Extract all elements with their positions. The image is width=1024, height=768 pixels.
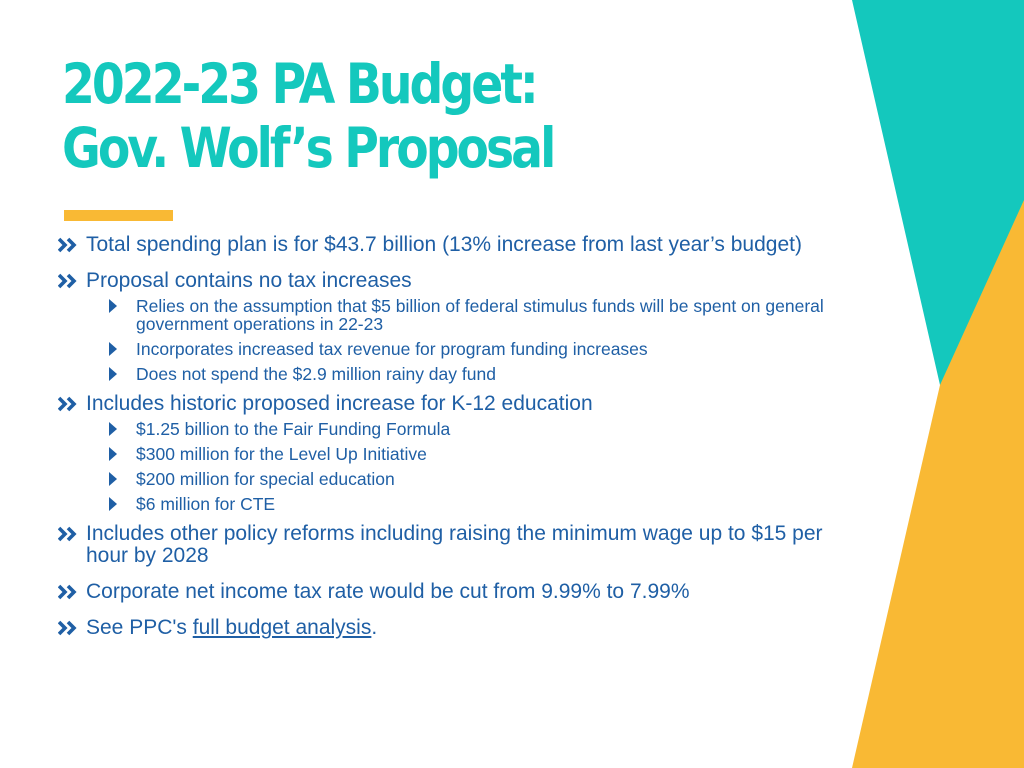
slide-title — [62, 52, 553, 180]
sub-bullet-item: $200 million for special education — [136, 470, 858, 488]
bullet-prefix-text: See PPC's — [86, 616, 193, 639]
triangle-bullet-icon — [109, 299, 118, 313]
double-chevron-icon — [58, 396, 80, 412]
double-chevron-icon — [58, 273, 80, 289]
bullet-item: Corporate net income tax rate would be cut from 9.99% to 7.99% — [58, 581, 858, 603]
triangle-bullet-icon — [109, 497, 118, 511]
sub-bullet-item: Relies on the assumption that $5 billion of federal stimulus funds will be spent on general government operations in 22-23 — [136, 297, 858, 333]
bullet-suffix-text: . — [371, 616, 378, 639]
double-chevron-icon — [58, 620, 80, 636]
sub-bullet-item: $300 million for the Level Up Initiative — [136, 445, 858, 463]
teal-stripe — [852, 0, 1024, 768]
sub-bullet-item: $1.25 billion to the Fair Funding Formula — [136, 420, 858, 438]
bullet-list — [58, 234, 858, 639]
double-chevron-icon — [58, 237, 80, 253]
full-budget-analysis-link[interactable]: full budget analysis — [192, 616, 372, 639]
sub-bullet-item: Does not spend the $2.9 million rainy day fund — [136, 365, 858, 383]
bullet-item: Total spending plan is for $43.7 billion (13% increase from last year’s budget) — [58, 234, 858, 256]
sub-bullet-item: $6 million for CTE — [136, 495, 858, 513]
sub-bullet-item: Incorporates increased tax revenue for program funding increases — [136, 340, 858, 358]
title-line-2: Gov. Wolf’s Proposal — [62, 116, 554, 180]
triangle-bullet-icon — [109, 447, 118, 461]
triangle-bullet-icon — [109, 472, 118, 486]
double-chevron-icon — [58, 584, 80, 600]
title-line-1: 2022-23 PA Budget: — [62, 52, 536, 116]
bullet-item: Proposal contains no tax increases — [58, 270, 858, 292]
triangle-bullet-icon — [109, 342, 118, 356]
gold-triangle — [852, 200, 1024, 768]
triangle-bullet-icon — [109, 367, 118, 381]
bullet-item: Includes historic proposed increase for K-12 education — [58, 393, 858, 415]
bullet-item-analysis-link — [58, 617, 858, 639]
bullet-item: Includes other policy reforms including raising the minimum wage up to $15 per hour by 2028 — [58, 523, 858, 567]
triangle-bullet-icon — [109, 422, 118, 436]
title-underline-bar — [64, 210, 173, 221]
double-chevron-icon — [58, 526, 80, 542]
